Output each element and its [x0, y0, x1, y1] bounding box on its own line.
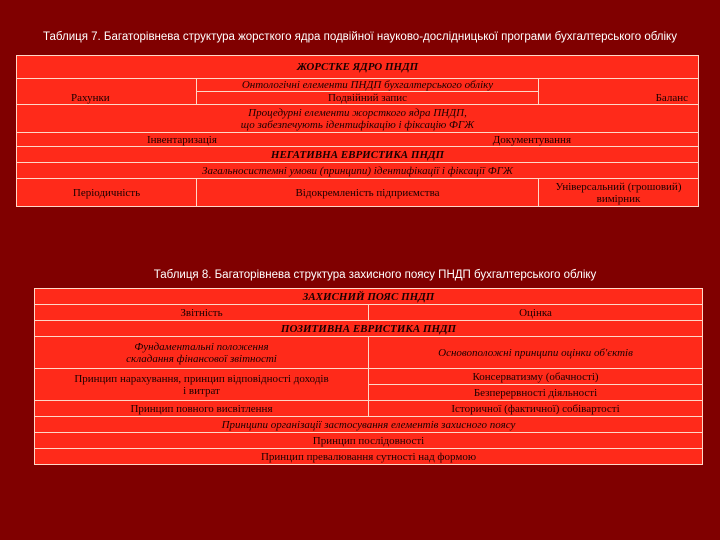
documentation-label: Документування — [492, 133, 571, 146]
accrual-line-2: і витрат — [183, 384, 220, 397]
universal-measure-cell: Універсальний (грошовий) вимірник — [539, 179, 699, 207]
procedural-line-2: що забезпечують ідентифікацію і фіксацію ФГЖ — [240, 118, 475, 131]
organization-principles-row: Принципи організації застосування елементів захисного поясу — [35, 417, 703, 433]
negative-heuristic-header: НЕГАТИВНА ЕВРИСТИКА ПНДП — [17, 147, 699, 163]
hard-core-header: ЖОРСТКЕ ЯДРО ПНДП — [17, 56, 699, 79]
conservatism-cell: Консерватизму (обачності) — [369, 369, 703, 385]
procedural-line-1: Процедурні елементи жорсткого ядра ПНДП, — [248, 106, 467, 119]
procedural-elements — [17, 105, 699, 133]
valuation-cell: Оцінка — [369, 305, 703, 321]
fundamentals-line-1: Фундаментальні положення — [134, 340, 269, 353]
periodicity-cell: Періодичність — [17, 179, 197, 207]
substance-over-form-row: Принцип превалювання сутності над формою — [35, 449, 703, 465]
valuation-principles-cell: Основоположні принципи оцінки об'єктів — [369, 337, 703, 369]
double-entry-cell: Подвійний запис — [197, 92, 539, 105]
balance-cell — [539, 92, 699, 105]
reporting-cell: Звітність — [35, 305, 369, 321]
inventory-label: Інвентаризація — [147, 133, 217, 146]
entity-separation-cell: Відокремленість підприємства — [197, 179, 539, 207]
consistency-row: Принцип послідовності — [35, 433, 703, 449]
positive-heuristic-header: ПОЗИТИВНА ЕВРИСТИКА ПНДП — [35, 321, 703, 337]
protective-belt-header: ЗАХИСНИЙ ПОЯС ПНДП — [35, 289, 703, 305]
table8-caption: Таблиця 8. Багаторівнева структура захисного поясу ПНДП бухгалтерського обліку — [153, 269, 597, 281]
fundamentals-cell — [35, 337, 369, 369]
table7-hard-core — [16, 55, 699, 207]
system-conditions: Загальносистемні умови (принципи) ідентифікації і фіксації ФГЖ — [17, 163, 699, 179]
accrual-line-1: Принцип нарахування, принцип відповідності доходів — [74, 372, 329, 385]
full-disclosure-cell: Принцип повного висвітлення — [35, 401, 369, 417]
accounts-label: Рахунки — [71, 91, 110, 104]
fundamentals-line-2: складання фінансової звітності — [126, 352, 277, 365]
historical-cost-cell: Історичної (фактичної) собівартості — [369, 401, 703, 417]
inventory-documentation-row — [17, 133, 699, 147]
going-concern-cell: Безперервності діяльності — [369, 385, 703, 401]
accrual-principle-cell — [35, 369, 369, 401]
table8-protective-belt — [34, 288, 703, 465]
ontological-elements: Онтологічні елементи ПНДП бухгалтерського обліку — [197, 79, 539, 92]
table7-caption: Таблиця 7. Багаторівнева структура жорсткого ядра подвійної науково-дослідницької програми бухгалтерського обліку — [43, 31, 677, 43]
accounts-cell — [17, 92, 197, 105]
balance-label: Баланс — [655, 91, 688, 104]
